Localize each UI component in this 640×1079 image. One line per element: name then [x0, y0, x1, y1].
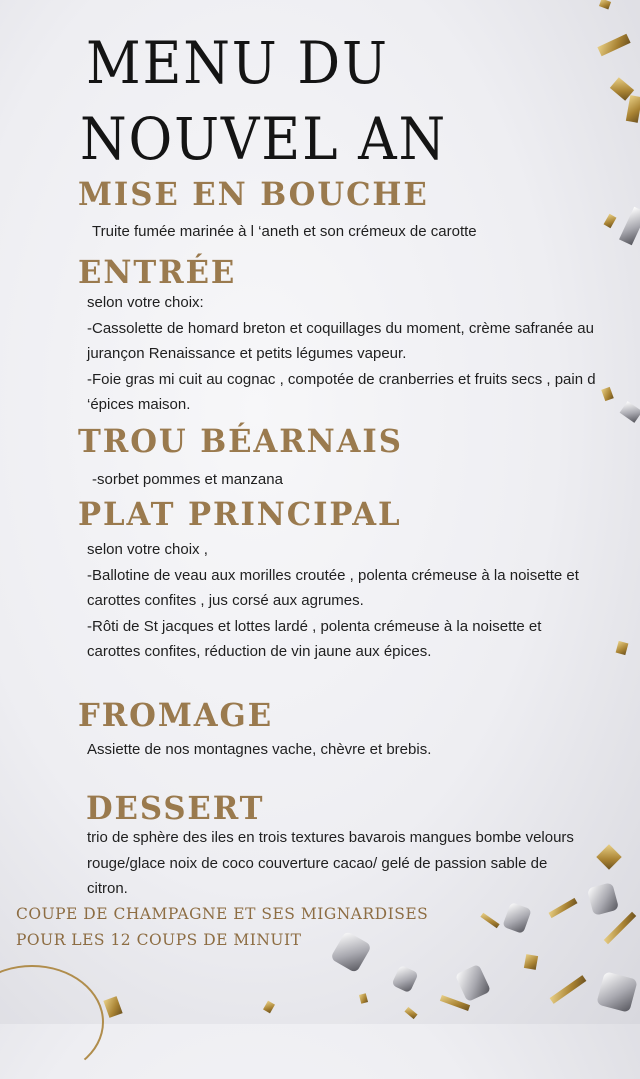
- menu-line: -Rôti de St jacques et lottes lardé , polenta crémeuse à la noisette et carottes confites, réduction de vin jaune aux épices.: [87, 617, 542, 660]
- menu-line: -Foie gras mi cuit au cognac , compotée de cranberries et fruits secs , pain d ‘épices maison.: [87, 370, 596, 413]
- section-heading: DESSERT: [86, 789, 265, 827]
- section-heading: MISE EN BOUCHE: [78, 175, 429, 213]
- menu-line: Assiette de nos montagnes vache, chèvre et brebis.: [87, 741, 432, 758]
- menu-line: -sorbet pommes et manzana: [92, 471, 283, 488]
- menu-line: selon votre choix:: [87, 294, 204, 311]
- section-heading: PLAT PRINCIPAL: [78, 495, 402, 533]
- section-heading: FROMAGE: [78, 696, 274, 734]
- menu-line: -Cassolette de homard breton et coquillages du moment, crème safranée au jurançon Renaissance et petits légumes vapeur.: [87, 319, 594, 362]
- footer-champagne: COUPE DE CHAMPAGNE ET SES MIGNARDISES: [16, 905, 429, 923]
- footer-midnight: POUR LES 12 COUPS DE MINUIT: [16, 931, 302, 949]
- menu-line: selon votre choix ,: [87, 541, 208, 558]
- menu-title-line1: MENU DU: [86, 29, 389, 97]
- menu-title-line2: NOUVEL AN: [80, 105, 448, 173]
- section-heading: ENTRÉE: [78, 253, 237, 291]
- section-heading: TROU BÉARNAIS: [78, 422, 403, 460]
- menu-line: Truite fumée marinée à l ‘aneth et son crémeux de carotte: [92, 223, 477, 240]
- menu-line: trio de sphère des iles en trois textures bavarois mangues bombe velours rouge/glace noix de coco couverture cacao/ gelé de passion sable de citron.: [87, 829, 574, 897]
- menu-line: -Ballotine de veau aux morilles croutée , polenta crémeuse à la noisette et carottes confites , jus corsé aux agrumes.: [87, 566, 579, 609]
